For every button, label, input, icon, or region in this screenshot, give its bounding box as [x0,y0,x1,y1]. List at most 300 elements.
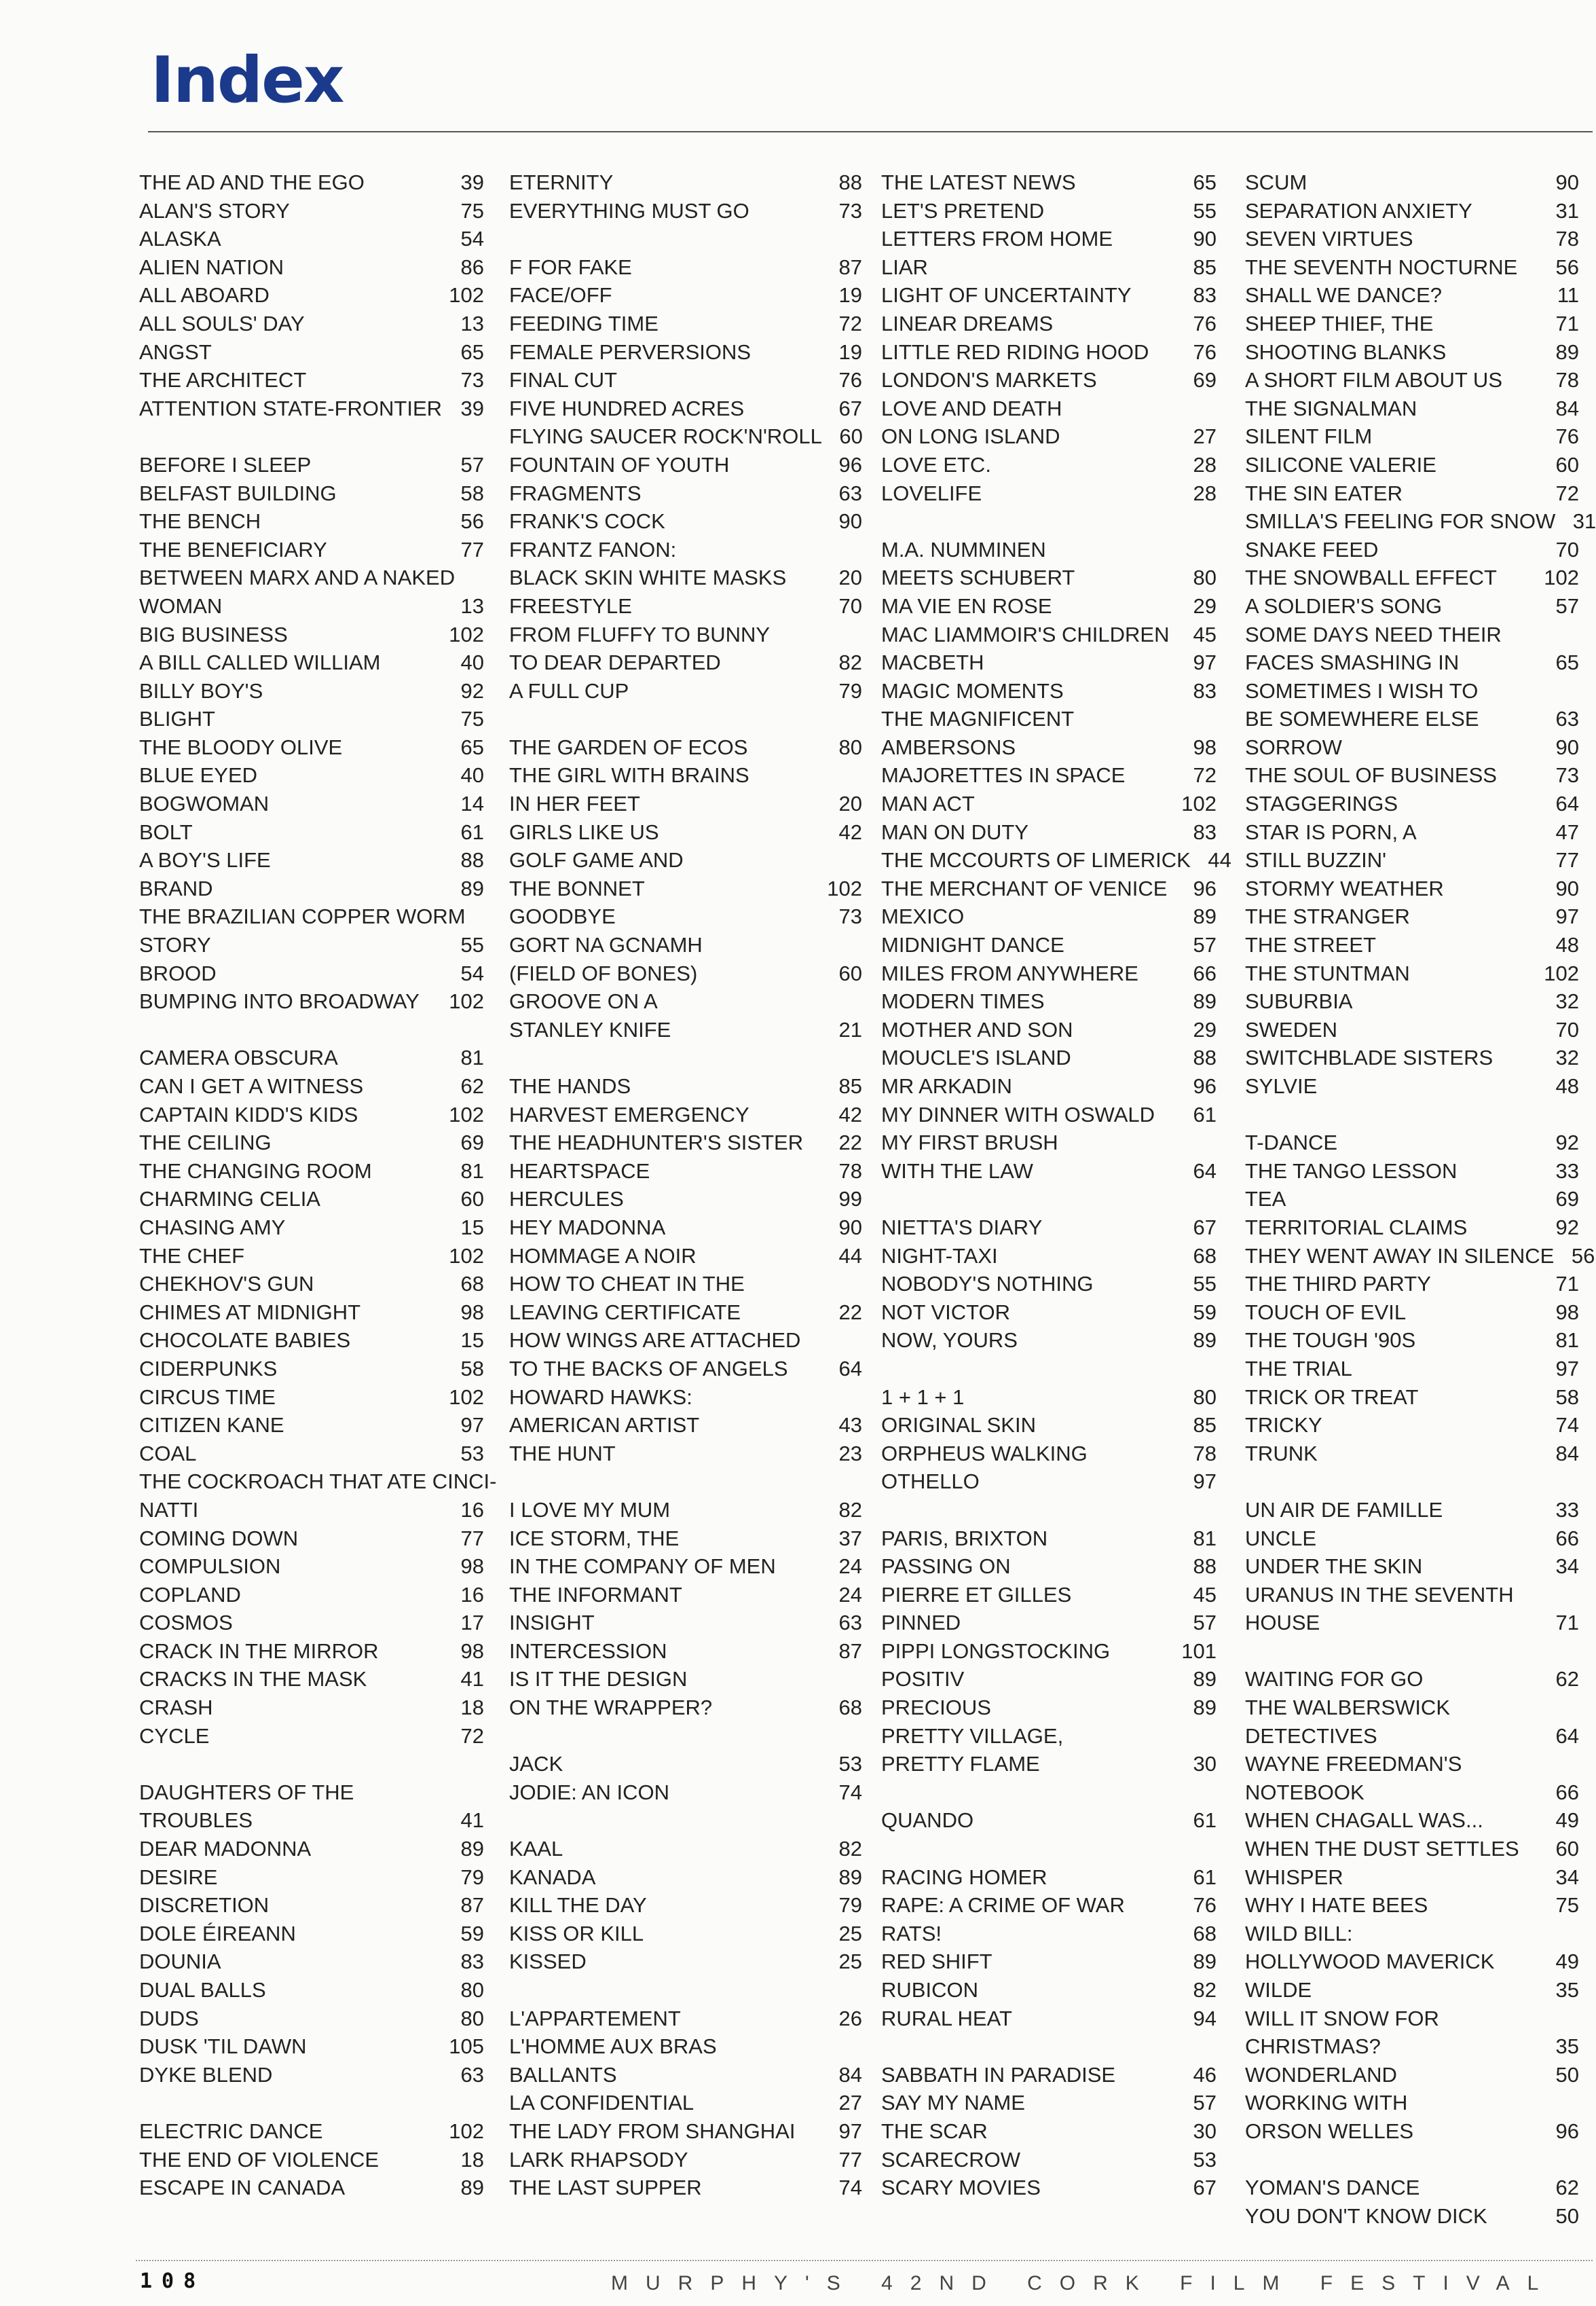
entry-title: KILL THE DAY [509,1893,647,1918]
entry-title: FEMALE PERVERSIONS [509,340,751,364]
entry-page-number: 82 [1193,1978,1217,2002]
index-entry [509,1129,862,1157]
entry-title: A BOY'S LIFE [139,848,271,873]
entry-page-number: 53 [838,1752,862,1776]
index-entry [1245,451,1579,479]
index-entry [1245,1722,1579,1751]
entry-title: THE STUNTMAN [1245,961,1410,985]
entry-title: FROM FLUFFY TO BUNNY [509,622,771,646]
index-entry [139,648,484,677]
index-entry [881,338,1217,367]
entry-title: THE LATEST NEWS [881,170,1076,194]
entry-page-number: 28 [1193,452,1217,477]
entry-title: NIETTA'S DIARY [881,1215,1043,1239]
entry-title: THE INFORMANT [509,1582,682,1607]
index-entry [139,2032,484,2061]
index-entry [509,1581,862,1609]
entry-title: THE MAGNIFICENT [881,707,1075,731]
entry-title: DUSK 'TIL DAWN [139,2034,307,2059]
index-entry [1245,1157,1579,1186]
entry-page-number: 102 [1181,792,1217,816]
entry-title: ESCAPE IN CANADA [139,2176,346,2200]
entry-title: LOVE ETC. [881,452,991,477]
entry-title: THE HEADHUNTER'S SISTER [509,1131,804,1155]
index-entry [881,1101,1217,1129]
index-entry [139,790,484,818]
index-gap [881,1185,1217,1213]
index-entry [881,1609,1217,1637]
index-entry [509,1157,862,1186]
index-entry [139,621,484,649]
entry-title: WILDE [1245,1978,1312,2002]
entry-title: WILD BILL: [1245,1921,1353,1945]
entry-page-number: 92 [1555,1131,1579,1155]
entry-title: MAN ON DUTY [881,820,1028,844]
index-entry [139,592,484,621]
index-entry [881,1129,1217,1157]
index-entry [509,507,862,536]
index-entry [509,677,862,706]
entry-page-number: 96 [1555,2119,1579,2143]
entry-title: GOODBYE [509,904,616,929]
index-entry [881,1016,1217,1044]
entry-title: THE LAST SUPPER [509,2176,702,2200]
index-entry [1245,197,1579,225]
index-entry [139,1496,484,1524]
index-entry [139,875,484,903]
entry-title: THE CHANGING ROOM [139,1158,372,1183]
index-entry [139,1920,484,1948]
entry-title: MR ARKADIN [881,1074,1012,1098]
entry-title: LITTLE RED RIDING HOOD [881,340,1149,364]
entry-title: BLIGHT [139,707,215,731]
entry-title: WHISPER [1245,1865,1343,1889]
entry-page-number: 70 [1555,1017,1579,1042]
entry-title: EVERYTHING MUST GO [509,198,749,223]
entry-page-number: 61 [1193,1102,1217,1127]
index-entry [1245,1383,1579,1412]
entry-page-number: 88 [1193,1046,1217,1070]
entry-title: THE BENCH [139,509,261,534]
entry-title: FRANK'S COCK [509,509,665,534]
entry-page-number: 92 [1555,1215,1579,1239]
entry-title: DOLE ÉIREANN [139,1921,296,1945]
index-entry [1245,761,1579,790]
entry-page-number: 71 [1555,1611,1579,1635]
entry-title: RATS! [881,1921,942,1945]
index-entry [139,2146,484,2174]
entry-title: SILICONE VALERIE [1245,452,1436,477]
index-entry [509,1778,862,1807]
index-entry [881,902,1217,931]
entry-page-number: 102 [449,1243,484,1268]
entry-page-number: 81 [1555,1328,1579,1353]
entry-title: HERCULES [509,1187,624,1211]
index-entry [509,621,862,649]
entry-title: THE BENEFICIARY [139,537,327,562]
index-entry [881,846,1231,875]
entry-title: WONDERLAND [1245,2062,1397,2087]
entry-title: INTERCESSION [509,1639,667,1663]
entry-title: PARIS, BRIXTON [881,1526,1048,1550]
index-entry [1245,395,1579,423]
entry-page-number: 60 [839,424,863,449]
index-entry [1245,1694,1579,1722]
entry-page-number: 102 [449,1385,484,1409]
index-gap [509,1044,862,1072]
entry-page-number: 35 [1555,1978,1579,2002]
entry-title: THE SOUL OF BUSINESS [1245,763,1497,788]
index-entry [139,705,484,733]
entry-page-number: 96 [1193,876,1217,900]
entry-page-number: 96 [1193,1074,1217,1098]
entry-page-number: 89 [1193,1667,1217,1691]
entry-title: (FIELD OF BONES) [509,961,698,985]
entry-title: PIERRE ET GILLES [881,1582,1072,1607]
index-entry [881,1072,1217,1101]
index-entry [509,1637,862,1666]
index-entry [881,2117,1217,2146]
entry-title: ALIEN NATION [139,255,284,279]
index-entry [1245,1185,1579,1213]
index-entry [1245,1524,1579,1553]
entry-title: UNDER THE SKIN [1245,1554,1423,1579]
entry-title: PRECIOUS [881,1696,991,1720]
index-gap [139,422,484,451]
entry-title: CAN I GET A WITNESS [139,1074,364,1098]
index-entry [509,846,862,875]
entry-title: THE SIGNALMAN [1245,396,1417,420]
entry-page-number: 62 [460,1074,484,1098]
index-entry [509,1383,862,1412]
entry-title: CRACKS IN THE MASK [139,1667,367,1691]
entry-title: BEFORE I SLEEP [139,452,312,477]
entry-page-number: 34 [1555,1554,1579,1579]
entry-title: STORMY WEATHER [1245,876,1444,900]
index-entry [881,648,1217,677]
entry-title: SCARY MOVIES [881,2176,1041,2200]
entry-title: I LOVE MY MUM [509,1497,671,1522]
index-gap [139,1016,484,1044]
entry-title: THE BONNET [509,876,645,900]
entry-title: HEARTSPACE [509,1158,650,1183]
entry-page-number: 60 [1555,1837,1579,1861]
entry-page-number: 97 [1193,651,1217,675]
index-entry [139,225,484,253]
index-gap [509,1976,862,2005]
index-entry [1245,1806,1579,1835]
index-entry [1245,422,1579,451]
index-entry [1245,1778,1579,1807]
index-entry [1245,366,1579,395]
entry-title: DUDS [139,2006,199,2030]
entry-title: MAGIC MOMENTS [881,678,1064,703]
index-entry [881,1722,1217,1751]
entry-page-number: 81 [460,1046,484,1070]
index-entry [139,536,484,564]
index-entry [881,536,1217,564]
index-entry [881,959,1217,988]
entry-title: FINAL CUT [509,368,618,392]
index-entry [881,2089,1217,2117]
entry-page-number: 89 [1193,1696,1217,1720]
index-entry [881,1637,1217,1666]
entry-title: ALL SOULS' DAY [139,311,305,335]
entry-title: CIDERPUNKS [139,1356,278,1380]
entry-page-number: 55 [1193,198,1217,223]
entry-page-number: 68 [1193,1243,1217,1268]
index-entry [509,1750,862,1778]
entry-page-number: 80 [838,735,862,759]
index-entry [509,1298,862,1327]
entry-page-number: 64 [1555,792,1579,816]
entry-title: LA CONFIDENTIAL [509,2091,694,2115]
index-entry [139,1552,484,1581]
index-entry [881,479,1217,508]
entry-page-number: 92 [460,678,484,703]
index-entry [1245,310,1579,338]
entry-page-number: 56 [460,509,484,534]
index-entry [881,366,1217,395]
entry-page-number: 63 [838,481,862,505]
index-entry [139,1863,484,1892]
entry-page-number: 69 [1555,1187,1579,1211]
entry-title: WHY I HATE BEES [1245,1893,1428,1918]
entry-title: TROUBLES [139,1808,253,1833]
index-entry [881,1411,1217,1440]
index-entry [139,451,484,479]
entry-page-number: 57 [1193,2091,1217,2115]
entry-page-number: 60 [838,961,862,985]
index-entry [509,1213,862,1242]
entry-page-number: 45 [1193,1582,1217,1607]
entry-page-number: 28 [1193,481,1217,505]
index-entry [881,705,1217,733]
entry-title: RED SHIFT [881,1950,992,1974]
index-entry [139,1355,484,1383]
entry-title: THE TRIAL [1245,1356,1352,1380]
index-entry [509,761,862,790]
entry-page-number: 19 [838,283,862,308]
index-entry [509,281,862,310]
entry-page-number: 78 [1555,368,1579,392]
entry-page-number: 88 [460,848,484,873]
entry-page-number: 61 [1193,1808,1217,1833]
entry-title: WAITING FOR GO [1245,1667,1424,1691]
entry-title: ETERNITY [509,170,614,194]
entry-title: SCARECROW [881,2147,1020,2172]
entry-title: ORSON WELLES [1245,2119,1414,2143]
entry-page-number: 66 [1193,961,1217,985]
entry-title: THEY WENT AWAY IN SILENCE [1245,1243,1555,1268]
index-entry [1245,818,1579,847]
entry-page-number: 97 [838,2119,862,2143]
entry-page-number: 13 [460,593,484,618]
entry-page-number: 76 [1193,340,1217,364]
entry-title: ALASKA [139,227,221,251]
entry-page-number: 102 [449,1102,484,1127]
entry-title: URANUS IN THE SEVENTH [1245,1582,1514,1607]
entry-title: THE THIRD PARTY [1245,1272,1431,1296]
index-entry [881,564,1217,592]
index-entry [509,338,862,367]
entry-title: COAL [139,1441,197,1465]
index-entry [139,1891,484,1920]
entry-page-number: 44 [1208,848,1231,873]
index-entry [509,197,862,225]
entry-title: CAPTAIN KIDD'S KIDS [139,1102,358,1127]
entry-title: SORROW [1245,735,1342,759]
index-entry [139,931,484,959]
entry-title: BALLANTS [509,2062,617,2087]
entry-title: BOLT [139,820,193,844]
entry-page-number: 69 [460,1131,484,1155]
entry-title: BETWEEN MARX AND A NAKED [139,566,456,590]
entry-page-number: 27 [1193,424,1217,449]
entry-page-number: 32 [1555,1046,1579,1070]
index-entry [1245,902,1579,931]
index-entry [139,1976,484,2005]
index-entry [139,1440,484,1468]
entry-title: AMBERSONS [881,735,1016,759]
entry-title: CHASING AMY [139,1215,286,1239]
entry-title: JODIE: AN ICON [509,1780,669,1804]
entry-page-number: 54 [460,227,484,251]
index-entry [509,1863,862,1892]
index-entry [139,366,484,395]
entry-title: LINEAR DREAMS [881,311,1054,335]
entry-page-number: 65 [1555,651,1579,675]
entry-title: L'HOMME AUX BRAS [509,2034,717,2059]
index-entry [881,1976,1217,2005]
index-entry [139,1835,484,1863]
entry-title: FLYING SAUCER ROCK'N'ROLL [509,424,822,449]
entry-page-number: 64 [1555,1723,1579,1748]
entry-title: SEPARATION ANXIETY [1245,198,1472,223]
entry-title: L'APPARTEMENT [509,2006,681,2030]
entry-title: WITH THE LAW [881,1158,1033,1183]
index-entry [509,790,862,818]
entry-title: 1 + 1 + 1 [881,1385,965,1409]
entry-title: MAJORETTES IN SPACE [881,763,1126,788]
entry-page-number: 102 [449,989,484,1014]
entry-title: LETTERS FROM HOME [881,227,1113,251]
entry-title: YOU DON'T KNOW DICK [1245,2203,1487,2228]
index-entry [881,310,1217,338]
index-entry [881,1581,1217,1609]
entry-title: TERRITORIAL CLAIMS [1245,1215,1468,1239]
entry-title: MY FIRST BRUSH [881,1131,1058,1155]
entry-page-number: 77 [460,1526,484,1550]
entry-page-number: 87 [460,1893,484,1918]
entry-title: MIDNIGHT DANCE [881,933,1064,957]
index-entry [1245,790,1579,818]
index-entry [1245,1496,1579,1524]
entry-page-number: 68 [460,1272,484,1296]
index-column-3 [881,168,1231,2226]
entry-title: WHEN CHAGALL WAS... [1245,1808,1483,1833]
entry-title: ATTENTION STATE-FRONTIER [139,396,443,420]
entry-page-number: 87 [838,1639,862,1663]
index-entry [509,1270,862,1298]
index-entry [1245,875,1579,903]
entry-title: CHARMING CELIA [139,1187,320,1211]
index-entry [881,197,1217,225]
entry-page-number: 23 [838,1441,862,1465]
index-entry [509,987,862,1016]
entry-title: DEAR MADONNA [139,1837,312,1861]
entry-page-number: 58 [460,481,484,505]
index-entry [509,1524,862,1553]
entry-page-number: 60 [460,1187,484,1211]
entry-page-number: 18 [460,1696,484,1720]
entry-title: GIRLS LIKE US [509,820,659,844]
entry-page-number: 102 [827,876,862,900]
entry-page-number: 29 [1193,593,1217,618]
entry-title: POSITIV [881,1667,965,1691]
index-entry [509,1665,862,1694]
entry-title: SOMETIMES I WISH TO [1245,678,1479,703]
index-entry [881,1440,1217,1468]
index-entry [1245,536,1579,564]
entry-title: SUBURBIA [1245,989,1353,1014]
entry-page-number: 65 [460,340,484,364]
entry-title: SHOOTING BLANKS [1245,340,1447,364]
entry-title: NATTI [139,1497,199,1522]
running-footer-title: MURPHY'S 42ND CORK FILM FESTIVAL [611,2272,1557,2294]
entry-page-number: 59 [1193,1300,1217,1324]
entry-page-number: 89 [838,1865,862,1889]
entry-page-number: 80 [1193,566,1217,590]
entry-page-number: 50 [1555,2062,1579,2087]
entry-title: A BILL CALLED WILLIAM [139,651,381,675]
index-entry [509,1920,862,1948]
entry-page-number: 83 [1193,678,1217,703]
index-entry [139,2061,484,2089]
entry-page-number: 63 [1555,707,1579,731]
entry-title: HEY MADONNA [509,1215,666,1239]
index-entry [881,1213,1217,1242]
index-entry [881,1863,1217,1892]
index-entry [881,1157,1217,1186]
entry-page-number: 88 [1193,1554,1217,1579]
index-entry [1245,225,1579,253]
index-entry [1245,507,1596,536]
index-gap [1245,2146,1579,2174]
index-entry [509,818,862,847]
entry-title: CHRISTMAS? [1245,2034,1381,2059]
entry-title: SWITCHBLADE SISTERS [1245,1046,1493,1070]
entry-page-number: 97 [1193,1469,1217,1494]
index-entry [139,1581,484,1609]
entry-title: SOME DAYS NEED THEIR [1245,622,1502,646]
entry-page-number: 47 [1555,820,1579,844]
entry-title: DISCRETION [139,1893,270,1918]
index-entry [1245,1552,1579,1581]
entry-page-number: 74 [838,1780,862,1804]
entry-title: SNAKE FEED [1245,537,1379,562]
entry-page-number: 87 [838,255,862,279]
entry-page-number: 105 [449,2034,484,2059]
index-entry [1245,1976,1579,2005]
index-entry [881,1552,1217,1581]
entry-page-number: 55 [460,933,484,957]
index-entry [881,451,1217,479]
entry-title: STAGGERINGS [1245,792,1398,816]
entry-title: LIGHT OF UNCERTAINTY [881,283,1132,308]
entry-page-number: 98 [460,1554,484,1579]
entry-title: MAC LIAMMOIR'S CHILDREN [881,622,1170,646]
